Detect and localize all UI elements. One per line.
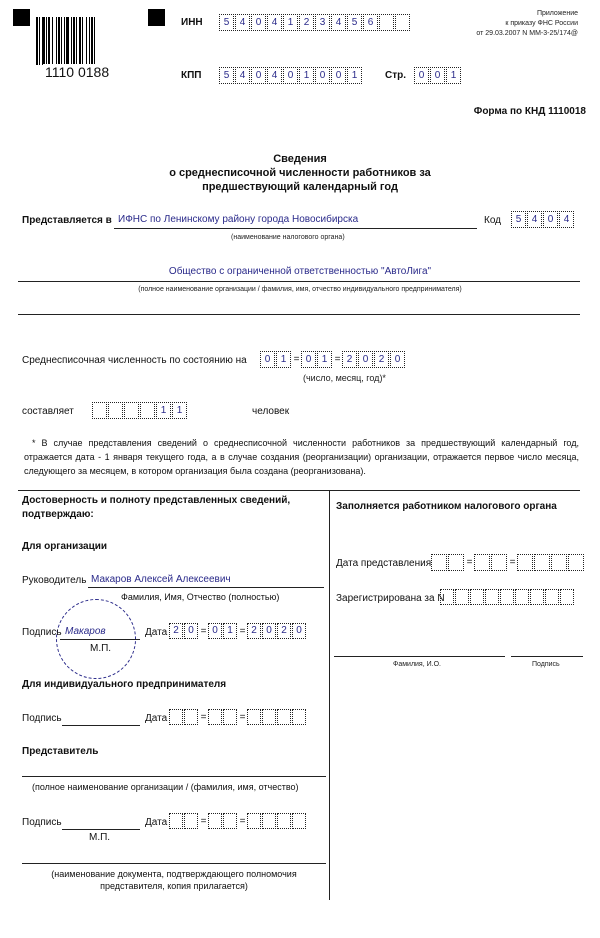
digit-cell: 5 [219, 14, 234, 31]
digit-cell [455, 589, 469, 605]
digit-cell: 1 [276, 351, 291, 368]
digit-cell: 0 [390, 351, 405, 368]
digit-cell: 0 [315, 67, 330, 84]
form-code: Форма по КНД 1110018 [473, 106, 586, 117]
section-top-border [18, 490, 580, 491]
org-date-label: Дата [145, 627, 168, 638]
headcount-date-caption: (число, месяц, год)* [303, 373, 386, 383]
page-label: Стр. [385, 70, 407, 81]
digit-cell: 1 [317, 351, 332, 368]
headcount-unit: человек [252, 406, 290, 417]
officer-fio-caption: Фамилия, И.О. [393, 661, 441, 668]
digit-cell [470, 589, 484, 605]
digit-cell [560, 589, 574, 605]
digit-cell [491, 554, 507, 571]
digit-cell: 0 [260, 351, 275, 368]
digit-cell: 1 [283, 14, 298, 31]
digit-cell [184, 709, 198, 725]
digit-cell [530, 589, 544, 605]
digit-cell [515, 589, 529, 605]
registration-number-cells [440, 589, 575, 605]
doc-underline [22, 863, 326, 864]
head-label: Руководитель [22, 575, 87, 586]
date-separator: = [466, 557, 473, 568]
digit-cell [277, 709, 291, 725]
digit-cell: 0 [262, 623, 276, 639]
org-sign-underline [60, 639, 140, 640]
digit-cell: 4 [559, 211, 574, 228]
digit-cell: 0 [414, 67, 429, 84]
footnote: * В случае представления сведений о среднесписочной численности работников за предшествующий календарный год, отражается дата - 1 января текущего года, а в случае создания (реорганизации) организации, отражается первое число месяца, следующего за месяцем, в котором организация была создана (реорганизована). [24, 438, 579, 476]
digit-cell: 1 [172, 402, 187, 419]
digit-cell [247, 709, 261, 725]
document-title [0, 152, 600, 194]
digit-cell [440, 589, 454, 605]
digit-cell: 2 [277, 623, 291, 639]
doc-caption-line1: (наименование документа, подтверждающего полномочия [51, 869, 297, 879]
digit-cell [292, 709, 306, 725]
code-label: Код [484, 215, 502, 226]
digit-cell: 5 [347, 14, 362, 31]
digit-cell: 0 [283, 67, 298, 84]
ip-sign-underline [62, 725, 140, 726]
org-sign-label: Подпись [22, 627, 62, 638]
headcount-amount-label: составляет [22, 406, 74, 417]
digit-cell: 3 [315, 14, 330, 31]
digit-cell: 2 [342, 351, 357, 368]
tax-office-caption: (наименование налогового органа) [231, 234, 345, 241]
digit-cell [208, 813, 222, 829]
corner-marker-left [13, 9, 30, 26]
organization-caption: (полное наименование организации / фамилия, имя, отчество индивидуального предпринимателя) [138, 286, 462, 293]
organization-underline-2 [18, 314, 580, 315]
submission-date-label: Дата представления [336, 558, 432, 569]
digit-cell: 2 [247, 623, 261, 639]
digit-cell: 4 [527, 211, 542, 228]
barcode-bar [95, 17, 97, 65]
signature: Макаров [65, 626, 106, 637]
ip-date-cells [169, 709, 307, 726]
corner-marker-right [148, 9, 165, 26]
officer-sign-underline [511, 656, 583, 657]
digit-cell [169, 813, 183, 829]
head-fio-caption: Фамилия, Имя, Отчество (полностью) [121, 592, 280, 602]
digit-cell: 1 [156, 402, 171, 419]
date-separator: = [200, 626, 207, 637]
tax-office-heading: Заполняется работником налогового органа [336, 501, 557, 512]
date-separator: = [239, 626, 246, 637]
digit-cell [124, 402, 139, 419]
digit-cell: 1 [446, 67, 461, 84]
confirm-heading-line1: Достоверность и полноту представленных сведений, [22, 495, 291, 506]
digit-cell: 4 [267, 67, 282, 84]
submission-date-cells [431, 554, 585, 571]
organization-underline [18, 281, 580, 282]
digit-cell [262, 813, 276, 829]
digit-cell [223, 709, 237, 725]
officer-fio-underline [334, 656, 505, 657]
digit-cell [92, 402, 107, 419]
barcode-number: 1110 0188 [45, 64, 110, 80]
ip-sign-label: Подпись [22, 713, 62, 724]
digit-cell: 1 [347, 67, 362, 84]
digit-cell [379, 14, 394, 31]
rep-date-label: Дата [145, 817, 168, 828]
digit-cell [223, 813, 237, 829]
head-name: Макаров Алексей Алексеевич [91, 574, 231, 585]
digit-cell [534, 554, 550, 571]
doc-caption-line2: представителя, копия прилагается) [100, 881, 248, 891]
digit-cell [169, 709, 183, 725]
rep-stamp-label: М.П. [89, 832, 111, 843]
digit-cell [448, 554, 464, 571]
inn-cells [219, 14, 411, 31]
ip-date-label: Дата [145, 713, 168, 724]
inn-label: ИНН [181, 17, 203, 28]
organization-name: Общество с ограниченной ответственностью "АвтоЛига" [168, 266, 432, 277]
digit-cell: 0 [208, 623, 222, 639]
confirm-heading-line2: подтверждаю: [22, 509, 94, 520]
ip-heading: Для индивидуального предпринимателя [22, 679, 227, 690]
rep-sign-underline [62, 829, 140, 830]
digit-cell: 4 [235, 67, 250, 84]
tax-office-underline [114, 228, 477, 229]
digit-cell: 0 [430, 67, 445, 84]
digit-cell: 0 [543, 211, 558, 228]
stamp-label: М.П. [90, 643, 112, 654]
digit-cell [395, 14, 410, 31]
digit-cell [277, 813, 291, 829]
appendix-line3: от 29.03.2007 N ММ-3-25/174@ [476, 30, 578, 37]
section-divider [329, 490, 330, 900]
digit-cell: 1 [223, 623, 237, 639]
kpp-cells [219, 67, 363, 84]
digit-cell: 2 [374, 351, 389, 368]
doc-caption [22, 868, 326, 892]
rep-date-cells [169, 813, 307, 830]
page-cells [414, 67, 462, 84]
date-separator: = [200, 712, 207, 723]
date-separator: = [239, 816, 246, 827]
headcount-date-cells [260, 351, 406, 368]
digit-cell [262, 709, 276, 725]
digit-cell [431, 554, 447, 571]
headcount-amount-cells [92, 402, 188, 419]
headcount-date-label: Среднесписочная численность по состоянию на [22, 355, 247, 366]
appendix-line2: к приказу ФНС России [505, 20, 578, 27]
digit-cell: 6 [363, 14, 378, 31]
rep-sign-label: Подпись [22, 817, 62, 828]
digit-cell: 4 [267, 14, 282, 31]
kpp-label: КПП [181, 70, 202, 81]
barcode [36, 17, 128, 65]
digit-cell [545, 589, 559, 605]
date-separator: = [200, 816, 207, 827]
digit-cell [208, 709, 222, 725]
digit-cell: 0 [358, 351, 373, 368]
digit-cell: 0 [251, 67, 266, 84]
date-separator: = [239, 712, 246, 723]
rep-name-underline [22, 776, 326, 777]
date-separator: = [334, 354, 341, 365]
appendix-line1: Приложение [536, 10, 578, 17]
digit-cell [485, 589, 499, 605]
digit-cell: 0 [292, 623, 306, 639]
digit-cell [568, 554, 584, 571]
confirm-heading [22, 494, 290, 522]
date-separator: = [509, 557, 516, 568]
digit-cell [247, 813, 261, 829]
rep-caption: (полное наименование организации / (фамилия, имя, отчество) [32, 782, 299, 792]
title-line2: о среднесписочной численности работников за [169, 167, 431, 179]
digit-cell: 1 [299, 67, 314, 84]
title-line3: предшествующий календарный год [202, 181, 398, 193]
digit-cell: 5 [511, 211, 526, 228]
digit-cell: 0 [251, 14, 266, 31]
digit-cell: 0 [184, 623, 198, 639]
submitted-label: Представляется в [22, 215, 112, 226]
digit-cell [551, 554, 567, 571]
head-name-underline [88, 587, 324, 588]
title-line1: Сведения [273, 153, 327, 165]
digit-cell: 4 [331, 14, 346, 31]
digit-cell [474, 554, 490, 571]
digit-cell: 4 [235, 14, 250, 31]
rep-heading: Представитель [22, 746, 99, 757]
digit-cell: 5 [219, 67, 234, 84]
date-separator: = [293, 354, 300, 365]
digit-cell [517, 554, 533, 571]
digit-cell: 2 [299, 14, 314, 31]
digit-cell [140, 402, 155, 419]
digit-cell [500, 589, 514, 605]
digit-cell [108, 402, 123, 419]
digit-cell: 0 [301, 351, 316, 368]
digit-cell [292, 813, 306, 829]
org-heading: Для организации [22, 541, 108, 552]
tax-office-name: ИФНС по Ленинскому району города Новосибирска [118, 214, 359, 225]
digit-cell: 2 [169, 623, 183, 639]
digit-cell [184, 813, 198, 829]
officer-sign-caption: Подпись [532, 661, 560, 668]
registration-label: Зарегистрирована за N [336, 593, 445, 604]
org-date-cells [169, 623, 307, 640]
code-cells [511, 211, 575, 228]
digit-cell: 0 [331, 67, 346, 84]
